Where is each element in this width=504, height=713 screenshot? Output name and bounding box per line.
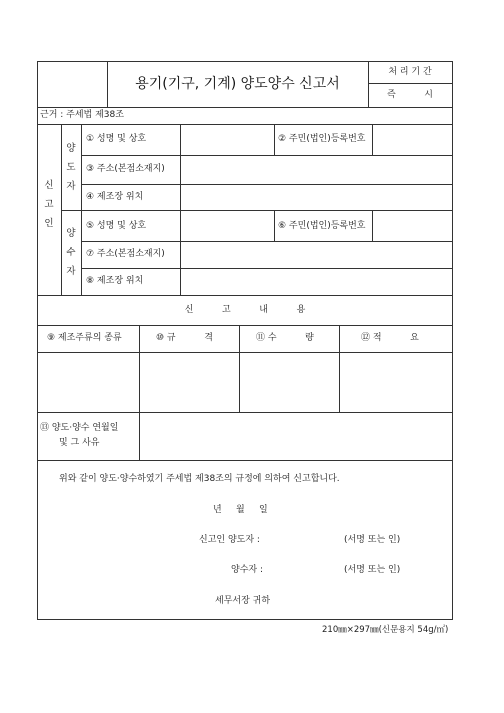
content-header-bottom xyxy=(37,325,453,326)
basis-bottom-line xyxy=(37,124,453,125)
col-header-bottom xyxy=(37,352,453,353)
row1-bottom xyxy=(81,155,453,156)
transferee-reg-no-label: ⑥ 주민(법인)등록번호 xyxy=(278,221,366,231)
transferor-reg-no-label: ② 주민(법인)등록번호 xyxy=(278,134,366,144)
transferor-label: 양 도 자 xyxy=(66,143,76,192)
transferee-address-label: ⑦ 주소(본점소재지) xyxy=(86,249,165,259)
row3-bottom xyxy=(81,184,453,185)
field13-divider xyxy=(139,412,140,460)
transferor-factory-label: ④ 제조장 위치 xyxy=(86,192,144,202)
transferor-address-label: ③ 주소(본점소재지) xyxy=(86,164,165,174)
transferor-signature-note: (서명 또는 인) xyxy=(344,535,401,545)
transferee-name-label: ⑤ 성명 및 상호 xyxy=(86,221,147,231)
frame-left-line xyxy=(37,61,38,620)
form-title: 용기(기구, 기계) 양도양수 신고서 xyxy=(135,76,340,92)
declaration-text: 위와 같이 양도·양수하였기 주세법 제38조의 규정에 의하여 신고합니다. xyxy=(59,474,340,484)
col-divider-3 xyxy=(339,325,340,412)
transferor-bottom xyxy=(61,210,453,211)
report-content-header: 신 고 내 용 xyxy=(184,305,306,315)
field2-right-divider xyxy=(372,124,373,155)
processing-period-label: 처 리 기 간 xyxy=(388,67,432,77)
row5-bottom xyxy=(81,241,453,242)
field2-left-divider xyxy=(274,124,275,155)
frame-right-line xyxy=(452,61,453,620)
col-divider-2 xyxy=(239,325,240,412)
field6-left-divider xyxy=(274,210,275,241)
processing-period-value: 즉 시 xyxy=(387,90,433,100)
transfer-date-label: ⑬ 양도·양수 연월일 xyxy=(40,423,119,433)
col-spec: ⑩ 규 격 xyxy=(156,333,213,343)
date-line: 년 월 일 xyxy=(213,505,268,515)
transfer-reason-label: 및 그 사유 xyxy=(59,438,100,448)
transferee-sign-label: 양수자 : xyxy=(231,565,263,575)
transferee-label: 양 수 자 xyxy=(66,228,76,277)
field6-right-divider xyxy=(372,210,373,241)
transferee-factory-label: ⑧ 제조장 위치 xyxy=(86,276,144,286)
reporter-bottom xyxy=(37,295,453,296)
frame-bottom-line xyxy=(37,619,453,620)
col-liquor-type: ⑨ 제조주류의 종류 xyxy=(47,333,122,343)
period-divider xyxy=(368,83,452,84)
paper-spec: 210㎜×297㎜(신문용지 54g/㎡) xyxy=(322,625,449,635)
transferor-sign-label: 신고인 양도자 : xyxy=(199,535,260,545)
col-quantity: ⑪ 수 량 xyxy=(256,333,314,343)
reporter-label: 신 고 인 xyxy=(44,180,54,229)
title-bottom-line xyxy=(37,107,453,108)
addressee: 세무서장 귀하 xyxy=(215,596,271,606)
col-remarks: ⑫ 적 요 xyxy=(361,333,419,343)
transferor-name-label: ① 성명 및 상호 xyxy=(86,134,147,144)
frame-top-line xyxy=(37,61,453,62)
col-divider-1 xyxy=(139,325,140,412)
transferee-signature-note: (서명 또는 인) xyxy=(344,565,401,575)
table-bottom xyxy=(37,412,453,413)
legal-basis: 근거 : 주세법 제38조 xyxy=(40,110,124,120)
row7-bottom xyxy=(81,268,453,269)
field13-bottom xyxy=(37,460,453,461)
